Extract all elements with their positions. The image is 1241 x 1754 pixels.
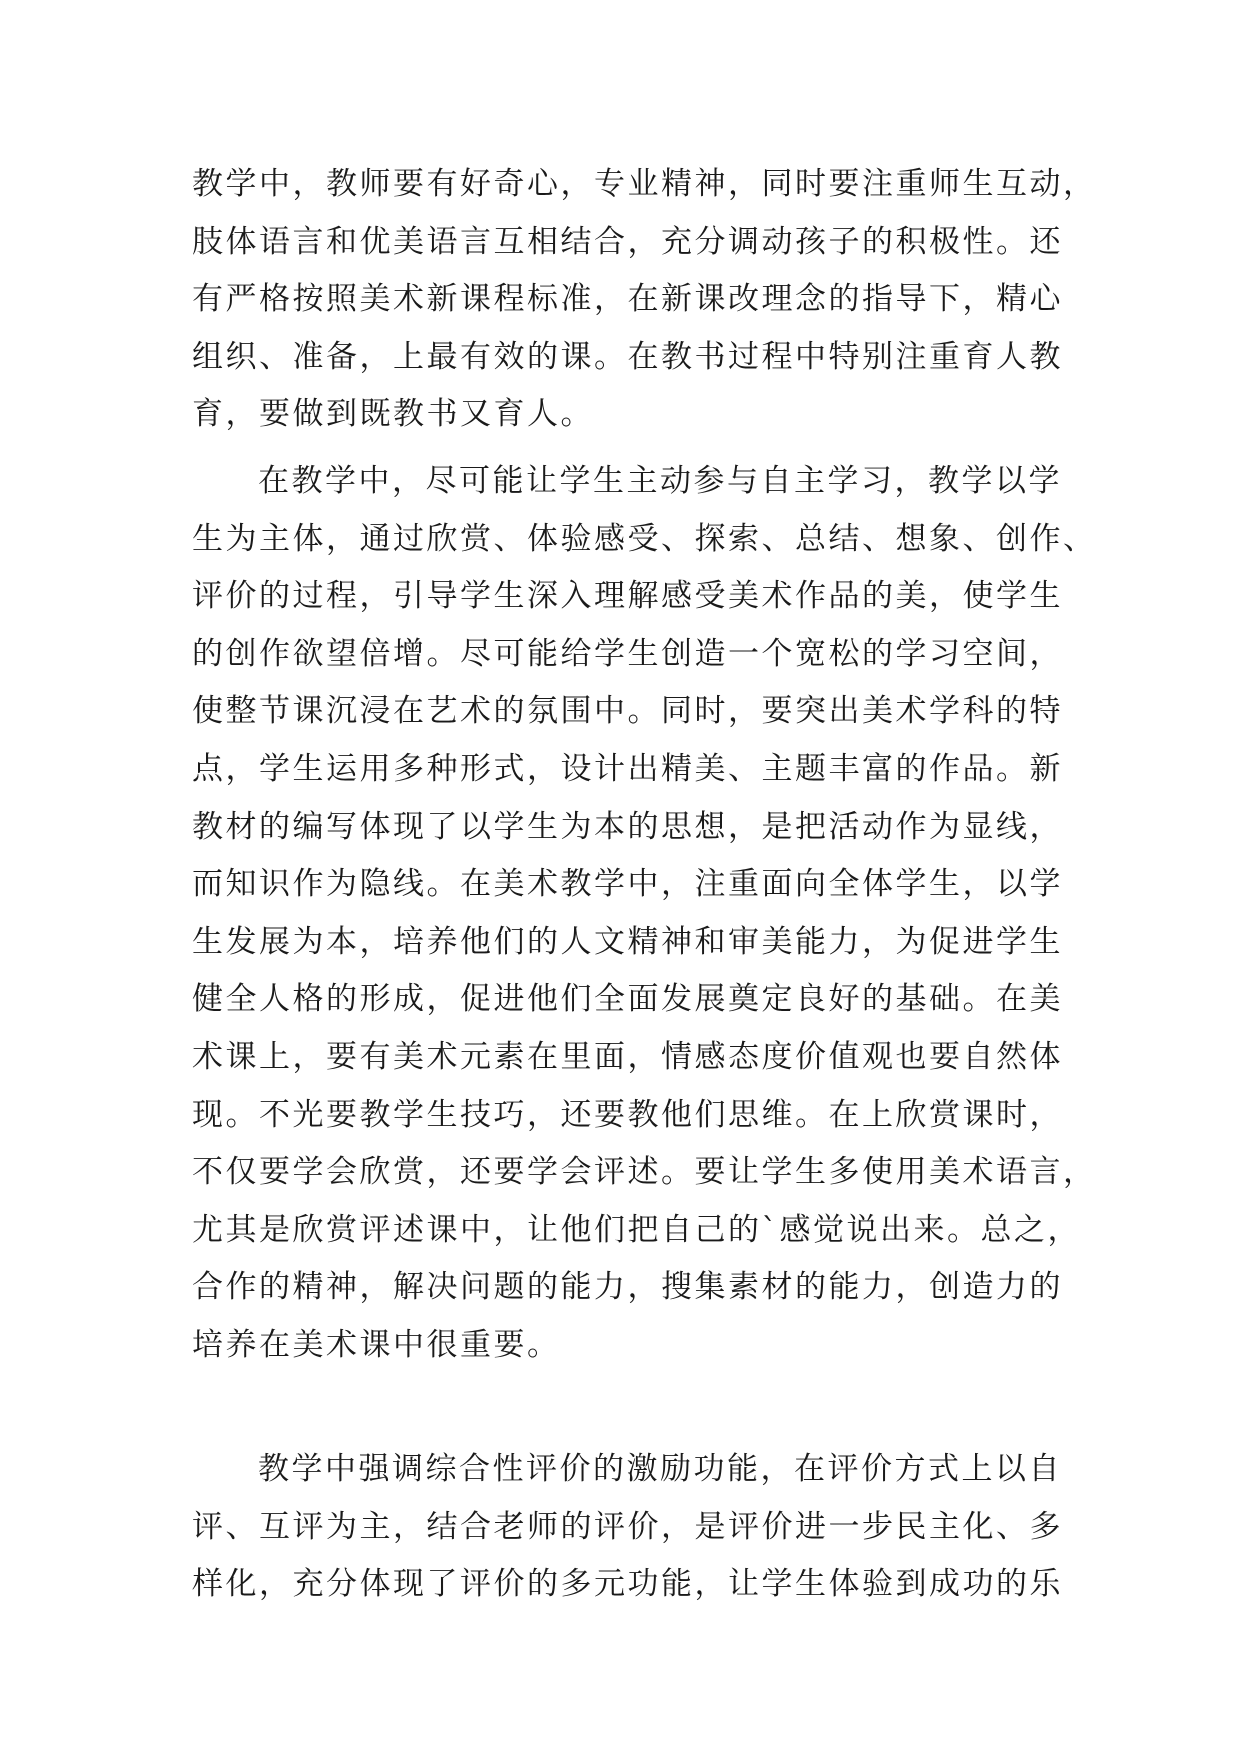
text-line: 评价的过程，引导学生深入理解感受美术作品的美，使学生 [192,578,1063,615]
text-line: 组织、准备，上最有效的课。在教书过程中特别注重育人教 [192,338,1063,375]
text-line: 肢体语言和优美语言互相结合，充分调动孩子的积极性。还 [192,223,1063,260]
text-line: 合作的精神，解决问题的能力，搜集素材的能力，创造力的 [192,1269,1063,1306]
text-line: 在教学中，尽可能让学生主动参与自主学习，教学以学 [258,462,1062,499]
text-line: 使整节课沉浸在艺术的氛围中。同时，要突出美术学科的特 [192,693,1063,730]
text-line: 健全人格的形成，促进他们全面发展奠定良好的基础。在美 [192,981,1063,1018]
text-line: 而知识作为隐线。在美术教学中，注重面向全体学生，以学 [192,866,1063,903]
text-line: 点，学生运用多种形式，设计出精美、主题丰富的作品。新 [192,750,1063,787]
document-body [192,156,1097,1614]
text-line: 的创作欲望倍增。尽可能给学生创造一个宽松的学习空间， [192,635,1063,672]
paragraph-2 [192,453,1097,1432]
paragraph-3 [192,1441,1063,1614]
text-line: 生发展为本，培养他们的人文精神和审美能力，为促进学生 [192,923,1063,960]
text-line: 教学中强调综合性评价的激励功能，在评价方式上以自 [258,1451,1062,1488]
text-line: 教材的编写体现了以学生为本的思想，是把活动作为显线， [192,808,1063,845]
text-line: 育，要做到既教书又育人。 [192,396,594,433]
text-line: 术课上，要有美术元素在里面，情感态度价值观也要自然体 [192,1038,1063,1075]
text-line: 评、互评为主，结合老师的评价，是评价进一步民主化、多 [192,1508,1063,1545]
text-line: 教学中，教师要有好奇心，专业精神，同时要注重师生互动， [192,166,1097,202]
text-line: 有严格按照美术新课程标准，在新课改理念的指导下，精心 [192,281,1063,318]
text-line [192,1374,1052,1432]
text-line: 培养在美术课中很重要。 [192,1326,561,1363]
paragraph-gap [192,444,1052,453]
text-line: 现。不光要教学生技巧，还要教他们思维。在上欣赏课时， [192,1096,1063,1133]
text-line: 生为主体，通过欣赏、体验感受、探索、总结、想象、创作、 [192,520,1097,557]
text-line: 不仅要学会欣赏，还要学会评述。要让学生多使用美术语言， [192,1154,1097,1191]
paragraph-gap [192,1432,1052,1441]
text-line: 样化，充分体现了评价的多元功能，让学生体验到成功的乐 [192,1566,1063,1603]
paragraph-1 [192,156,1097,444]
text-line: 尤其是欣赏评述课中，让他们把自己的`感觉说出来。总之， [192,1211,1081,1248]
